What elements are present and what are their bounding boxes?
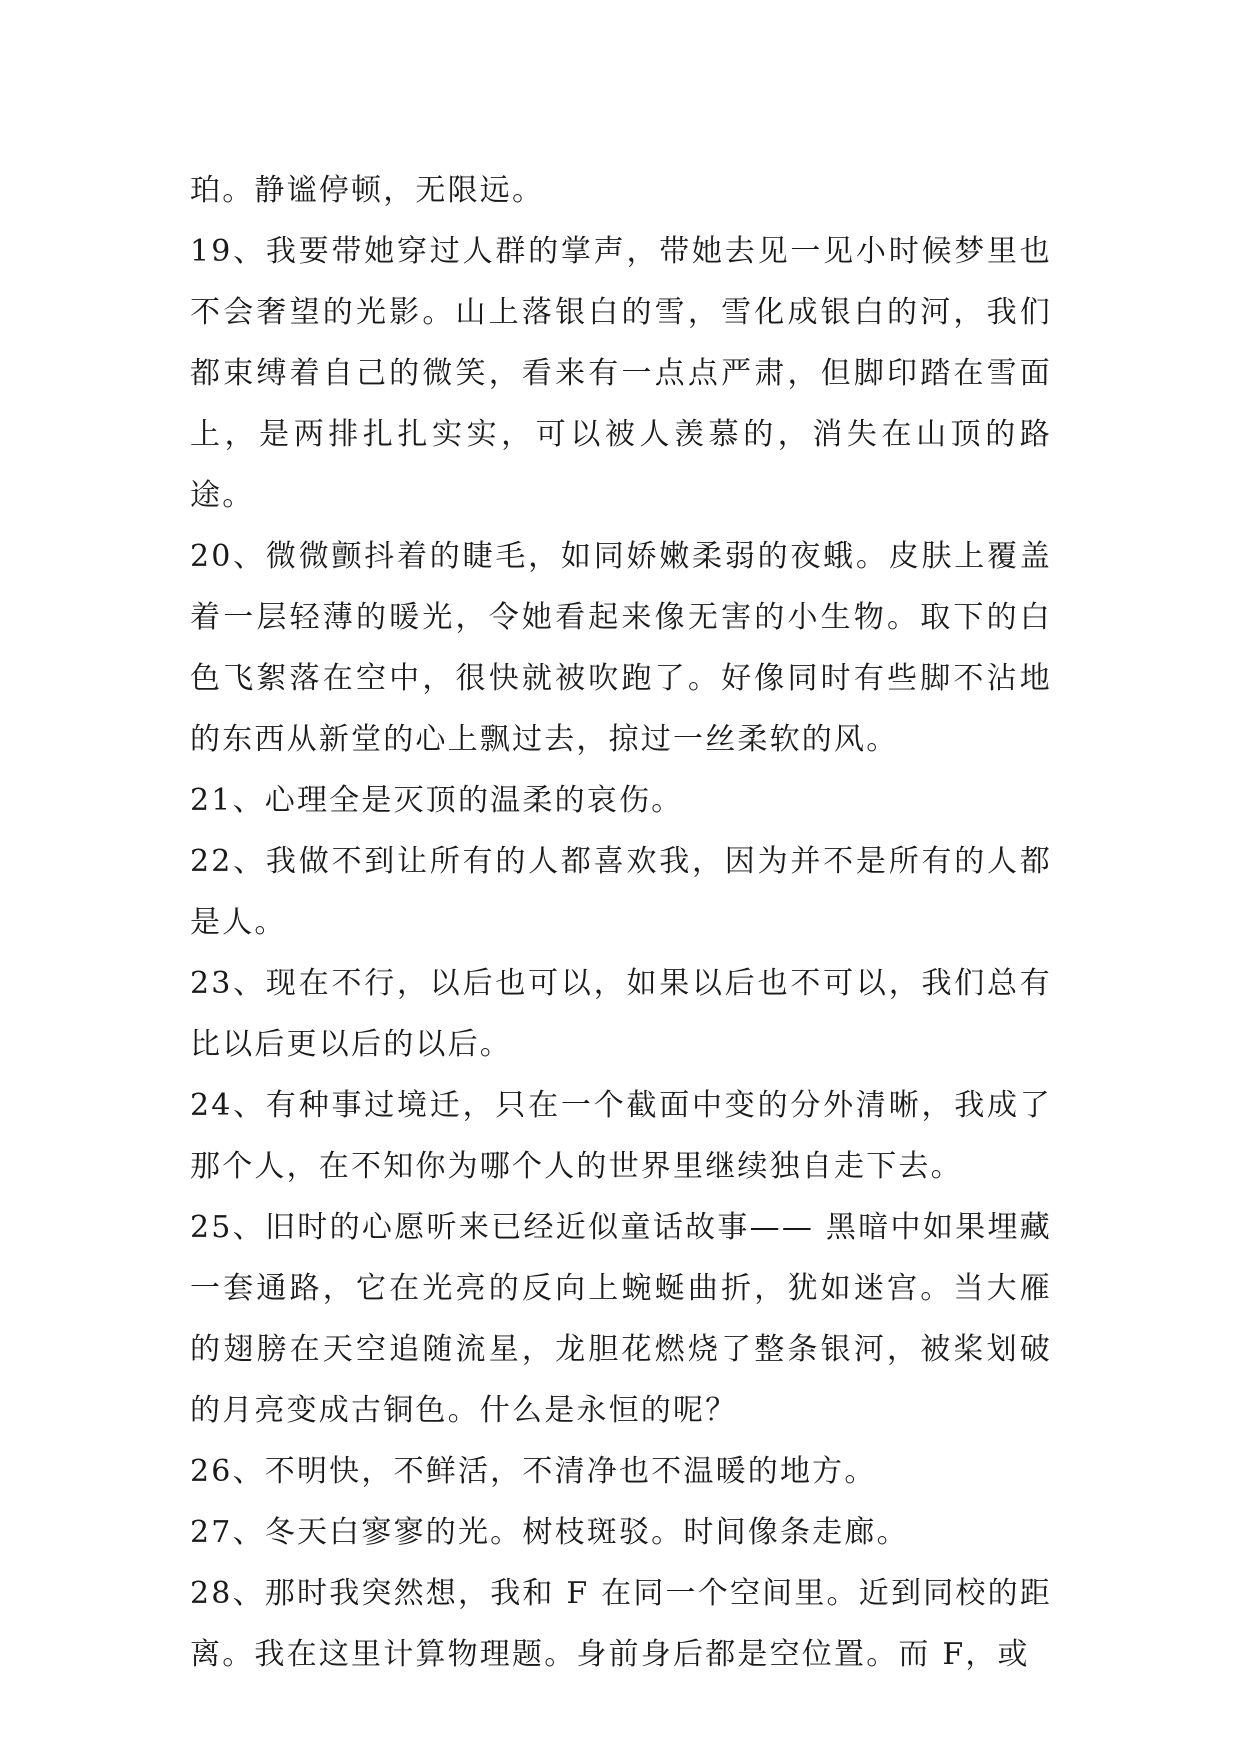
paragraph-22: 22、我做不到让所有的人都喜欢我，因为并不是所有的人都是人。 — [190, 844, 1052, 940]
paragraph-21: 21、心理全是灭顶的温柔的哀伤。 — [190, 783, 684, 818]
paragraph-continuation: 珀。静谧停顿，无限远。 — [190, 173, 545, 208]
paragraph-28: 28、那时我突然想，我和 F 在同一个空间里。近到同校的距离。我在这里计算物理题。身前身后都是空位置。而 F，或 — [190, 1576, 1052, 1672]
paragraph-26: 26、不明快，不鲜活，不清净也不温暖的地方。 — [190, 1454, 877, 1489]
paragraph-25: 25、旧时的心愿听来已经近似童话故事—— 黑暗中如果埋藏一套通路，它在光亮的反向上蜿蜒曲折，犹如迷宫。当大雁的翅膀在天空追随流星，龙胆花燃烧了整条银河，被桨划破的月亮变成古铜色。什么是永恒的呢？ — [190, 1210, 1052, 1428]
paragraph-23: 23、现在不行，以后也可以，如果以后也不可以，我们总有比以后更以后的以后。 — [190, 966, 1052, 1062]
paragraph-19: 19、我要带她穿过人群的掌声，带她去见一见小时候梦里也不会奢望的光影。山上落银白的雪，雪化成银白的河，我们都束缚着自己的微笑，看来有一点点严肃，但脚印踏在雪面上，是两排扎扎实实，可以被人羡慕的，消失在山顶的路途。 — [190, 234, 1052, 513]
paragraph-27: 27、冬天白寥寥的光。树枝斑驳。时间像条走廊。 — [190, 1515, 909, 1550]
body-text — [190, 160, 1052, 1685]
paragraph-24: 24、有种事过境迁，只在一个截面中变的分外清晰，我成了那个人，在不知你为哪个人的世界里继续独自走下去。 — [190, 1088, 1052, 1184]
paragraph-20: 20、微微颤抖着的睫毛，如同娇嫩柔弱的夜蛾。皮肤上覆盖着一层轻薄的暖光，令她看起来像无害的小生物。取下的白色飞絮落在空中，很快就被吹跑了。好像同时有些脚不沾地的东西从新堂的心上飘过去，掠过一丝柔软的风。 — [190, 539, 1052, 757]
